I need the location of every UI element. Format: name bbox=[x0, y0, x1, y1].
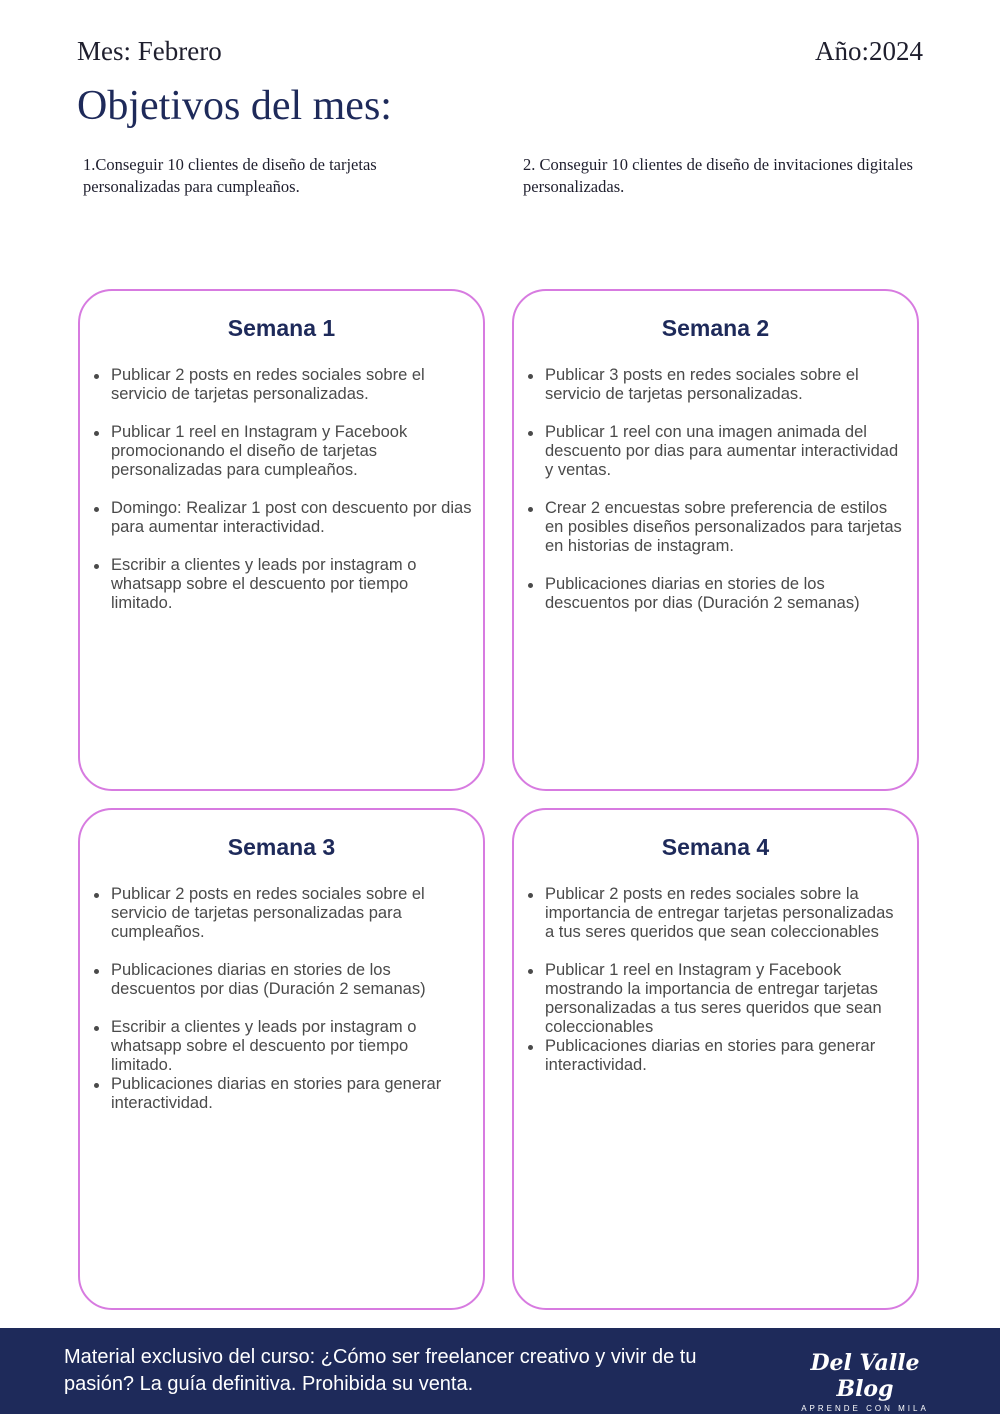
list-item: Domingo: Realizar 1 post con descuento por dias para aumentar interactividad. bbox=[111, 499, 472, 536]
goal-2: 2. Conseguir 10 clientes de diseño de invitaciones digitales personalizadas. bbox=[523, 155, 913, 196]
list-item: Publicar 2 posts en redes sociales sobre el servicio de tarjetas personalizadas para cumpleaños. bbox=[111, 885, 473, 942]
goal-1: 1.Conseguir 10 clientes de diseño de tarjetas personalizadas para cumpleaños. bbox=[83, 155, 377, 196]
year-label: Año:2024 bbox=[815, 36, 923, 66]
page-title: Objetivos del mes: bbox=[77, 83, 392, 129]
list-item: Publicar 2 posts en redes sociales sobre la importancia de entregar tarjetas personalizadas a tus seres queridos que sean coleccionables bbox=[545, 885, 907, 942]
list-item: Publicar 1 reel en Instagram y Facebook promocionando el diseño de tarjetas personalizadas para cumpleaños. bbox=[111, 423, 473, 480]
week-title: Semana 4 bbox=[661, 834, 770, 860]
logo-tagline: APRENDE CON MILA bbox=[801, 1404, 929, 1413]
list-item: Publicar 3 posts en redes sociales sobre el servicio de tarjetas personalizadas. bbox=[545, 366, 907, 404]
task-list bbox=[514, 885, 917, 1075]
week-card-4 bbox=[512, 808, 919, 1310]
list-item: Crear 2 encuestas sobre preferencia de estilos en posibles diseños personalizados para tarjetas en historias de instagram. bbox=[545, 499, 907, 556]
list-item: Publicar 2 posts en redes sociales sobre el servicio de tarjetas personalizadas. bbox=[111, 366, 473, 404]
brand-logo bbox=[790, 1350, 940, 1413]
task-list bbox=[514, 366, 917, 613]
week-title: Semana 1 bbox=[227, 315, 336, 341]
list-item: Publicaciones diarias en stories de los descuentos por dias (Duración 2 semanas) bbox=[111, 961, 473, 999]
task-list bbox=[80, 885, 483, 1113]
month-label: Mes: Febrero bbox=[77, 36, 222, 66]
list-item: Publicaciones diarias en stories de los descuentos por dias (Duración 2 semanas) bbox=[545, 575, 907, 613]
week-card-2 bbox=[512, 289, 919, 791]
task-list bbox=[80, 366, 483, 613]
footer-disclaimer: Material exclusivo del curso: ¿Cómo ser freelancer creativo y vivir de tu pasión? La guía definitiva. Prohibida su venta. bbox=[64, 1346, 697, 1395]
logo-name: Del Valle Blog bbox=[810, 1350, 920, 1402]
week-card-3 bbox=[78, 808, 485, 1310]
list-item: Publicar 1 reel con una imagen animada del descuento por dias para aumentar interactividad y ventas. bbox=[545, 423, 907, 480]
list-item: Publicar 1 reel en Instagram y Facebook mostrando la importancia de entregar tarjetas personalizadas a tus seres queridos que sean coleccionables bbox=[545, 961, 907, 1037]
week-title: Semana 2 bbox=[661, 315, 770, 341]
list-item: Publicaciones diarias en stories para generar interactividad. bbox=[111, 1075, 473, 1113]
week-title: Semana 3 bbox=[227, 834, 336, 860]
footer-bar bbox=[0, 1328, 1000, 1414]
list-item: Publicaciones diarias en stories para generar interactividad. bbox=[545, 1037, 907, 1075]
list-item: Escribir a clientes y leads por instagram o whatsapp sobre el descuento por tiempo limitado. bbox=[111, 1018, 473, 1075]
week-card-1 bbox=[78, 289, 485, 791]
list-item: Escribir a clientes y leads por instagram o whatsapp sobre el descuento por tiempo limitado. bbox=[111, 556, 473, 613]
